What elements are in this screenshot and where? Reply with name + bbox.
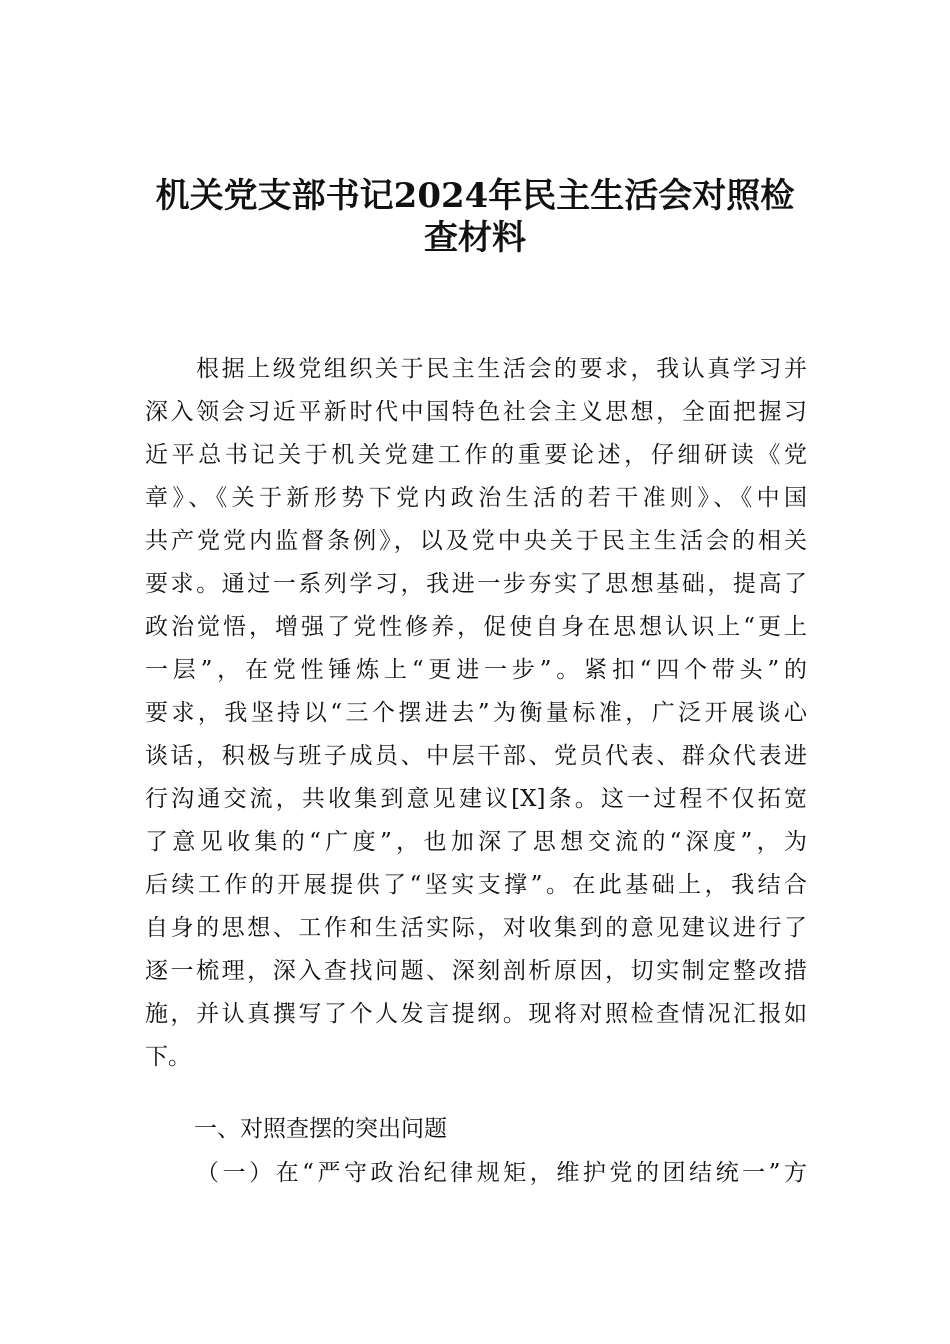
- paragraph-line: 行沟通交流，共收集到意见建议[X]条。这一过程不仅拓宽: [145, 786, 807, 812]
- paragraph-line: 深入领会习近平新时代中国特色社会主义思想，全面把握习: [145, 399, 807, 425]
- subsection-heading-1: （一）在“严守政治纪律规矩，维护党的团结统一”方: [196, 1160, 807, 1186]
- section-heading-1: 一、对照查摆的突出问题: [194, 1116, 447, 1142]
- paragraph-line: 后续工作的开展提供了“坚实支撑”。在此基础上，我结合: [145, 872, 807, 898]
- document-title-line-2: 查材料: [424, 218, 526, 258]
- paragraph-line: 章》、《关于新形势下党内政治生活的若干准则》、《中国: [145, 485, 807, 511]
- paragraph-line-last: 下。: [145, 1044, 191, 1070]
- paragraph-line: 根据上级党组织关于民主生活会的要求，我认真学习并: [196, 356, 807, 382]
- document-title-line-1: 机关党支部书记2024年民主生活会对照检: [155, 176, 795, 216]
- paragraph-line: 施，并认真撰写了个人发言提纲。现将对照检查情况汇报如: [145, 1001, 807, 1027]
- paragraph-line: 了意见收集的“广度”，也加深了思想交流的“深度”，为: [145, 829, 807, 855]
- paragraph-line: 近平总书记关于机关党建工作的重要论述，仔细研读《党: [145, 442, 807, 468]
- paragraph-line: 一层”，在党性锤炼上“更进一步”。紧扣“四个带头”的: [145, 657, 807, 683]
- paragraph-line: 政治觉悟，增强了党性修养，促使自身在思想认识上“更上: [145, 614, 807, 640]
- paragraph-line: 逐一梳理，深入查找问题、深刻剖析原因，切实制定整改措: [145, 958, 807, 984]
- paragraph-line: 自身的思想、工作和生活实际，对收集到的意见建议进行了: [145, 915, 807, 941]
- paragraph-line: 要求。通过一系列学习，我进一步夯实了思想基础，提高了: [145, 571, 807, 597]
- paragraph-line: 共产党党内监督条例》，以及党中央关于民主生活会的相关: [145, 528, 807, 554]
- paragraph-line: 要求，我坚持以“三个摆进去”为衡量标准，广泛开展谈心: [145, 700, 807, 726]
- paragraph-line: 谈话，积极与班子成员、中层干部、党员代表、群众代表进: [145, 743, 807, 769]
